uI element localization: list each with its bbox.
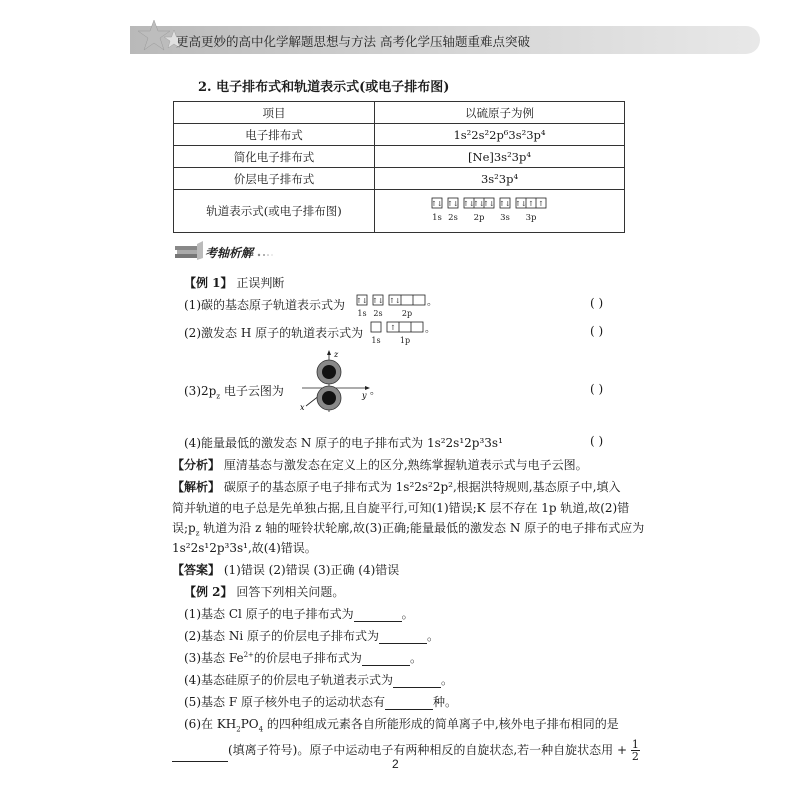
svg-text:↑↓: ↑↓ — [389, 297, 401, 305]
charge-superscript: 2+ — [243, 651, 254, 659]
answer-text: (1)错误 (2)错误 (3)正确 (4)错误 — [223, 563, 400, 577]
table-cell: 价层电子排布式 — [174, 168, 375, 190]
analysis-label: 【分析】 — [172, 458, 221, 472]
example1-q1 — [184, 296, 345, 313]
solution-text: 误;p — [172, 521, 196, 535]
q3-subscript: z — [216, 392, 221, 401]
q-text: (填离子符号)。原子中运动电子有两种相反的自旋状态,若一种自旋状态用 + — [228, 743, 628, 757]
example2-label: 【例 2】 — [184, 585, 233, 599]
table-cell: 简化电子排布式 — [174, 146, 375, 168]
q-text: (2)基态 Ni 原子的价层电子排布式为 — [184, 629, 379, 643]
orbital-label: 1s — [431, 213, 442, 223]
example1-q2 — [184, 324, 363, 341]
q-text: 种。 — [432, 695, 457, 709]
subscript: 4 — [258, 725, 264, 734]
solution-text: 轨道为沿 z 轴的哑铃状轮廓,故(3)正确;能量最低的激发态 N 原子的电子排布式应为 — [199, 521, 645, 535]
q3-text: (3)2p — [184, 384, 217, 398]
q-text: (4)基态硅原子的价层电子轨道表示式为 — [184, 673, 393, 687]
section-title: 2. 电子排布式和轨道表示式(或电子排布图) — [198, 80, 450, 95]
analysis-text: 厘清基态与激发态在定义上的区分,熟练掌握轨道表示式与电子云图。 — [223, 458, 588, 472]
table-cell: 轨道表示式(或电子排布图) — [174, 190, 375, 233]
solution-line-1 — [172, 478, 620, 495]
table-header-cell: 以硫原子为例 — [375, 102, 625, 124]
analysis-paragraph — [172, 456, 588, 473]
q2-text: (2)激发态 H 原子的轨道表示式为 — [184, 326, 364, 340]
svg-text:↑: ↑ — [537, 200, 544, 208]
orbital-diagram-cell — [375, 190, 625, 233]
orbital-label: 1s — [371, 336, 381, 345]
answer-paragraph — [172, 561, 399, 578]
solution-subscript: z — [195, 529, 200, 538]
q-text: (1)基态 Cl 原子的电子排布式为 — [184, 607, 354, 621]
answer-blank[interactable] — [379, 631, 427, 644]
answer-blank[interactable] — [393, 675, 441, 688]
subscript: 2 — [236, 725, 241, 734]
orbital-label: 2p — [401, 309, 413, 318]
svg-text:。: 。 — [370, 386, 380, 397]
answer-paren: ( ) — [590, 434, 604, 448]
orbital-label: 2s — [373, 309, 383, 318]
solution-line-4: 1s²2s¹2p³3s¹,故(4)错误。 — [172, 541, 317, 555]
example2-q2: (2)基态 Ni 原子的价层电子排布式为 。 — [184, 629, 439, 643]
axis-label-x: x — [300, 403, 305, 412]
badge-label: 考轴析解 — [205, 246, 254, 260]
answer-blank[interactable] — [354, 609, 402, 622]
orbital-label: 3s — [499, 213, 510, 223]
svg-text:↑: ↑ — [527, 200, 534, 208]
svg-text:。: 。 — [425, 324, 435, 335]
table-header-cell: 项目 — [174, 102, 375, 124]
example2-q6-line2 — [172, 739, 640, 762]
table-cell: 电子排布式 — [174, 124, 375, 146]
answer-blank[interactable] — [385, 697, 433, 710]
example2-q1: (1)基态 Cl 原子的电子排布式为 。 — [184, 607, 414, 621]
solution-line-2: 简并轨道的电子总是先单独占据,且自旋平行,可知(1)错误;K 层不存在 1p 轨道,故(2)错 — [172, 501, 630, 515]
table-cell: 1s²2s²2p⁶3s²3p⁴ — [375, 124, 625, 146]
orbital-label: 1s — [357, 309, 367, 318]
axis-label-z: z — [334, 350, 339, 359]
table-row — [174, 146, 625, 168]
example2-q4: (4)基态硅原子的价层电子轨道表示式为 。 — [184, 673, 454, 687]
svg-text:↑↓: ↑↓ — [472, 200, 485, 208]
example1-label: 【例 1】 — [184, 276, 233, 290]
fraction-one-half — [631, 739, 640, 762]
answer-paren: ( ) — [590, 382, 604, 396]
answer-blank[interactable] — [362, 653, 410, 666]
q-text: 的价层电子排布式为 — [253, 651, 362, 665]
q-text: (6)在 KH — [184, 717, 237, 731]
example2-heading — [184, 583, 344, 600]
answer-paren: ( ) — [590, 296, 604, 310]
orbital-label: 2s — [447, 213, 458, 223]
orbital-label: 1p — [399, 336, 411, 345]
answer-paren: ( ) — [590, 324, 604, 338]
solution-line-3 — [172, 519, 644, 537]
example1-title: 正误判断 — [236, 276, 285, 290]
solution-label: 【解析】 — [172, 480, 221, 494]
table-row — [174, 168, 625, 190]
q-text: (5)基态 F 原子核外电子的运动状态有 — [184, 695, 385, 709]
example2-q5 — [184, 693, 457, 710]
svg-text:↑↓: ↑↓ — [372, 297, 384, 305]
q-text: 的四种组成元素各自所能形成的简单离子中,核外电子排布相同的是 — [263, 717, 619, 731]
electron-config-table — [173, 101, 625, 233]
example2-title: 回答下列相关问题。 — [236, 585, 345, 599]
fraction-denominator: 2 — [631, 750, 639, 763]
q1-text: (1)碳的基态原子轨道表示式为 — [184, 298, 345, 312]
answer-label: 【答案】 — [172, 563, 221, 577]
q-text: PO — [240, 717, 259, 731]
svg-text:↑↓: ↑↓ — [430, 200, 443, 208]
example1-q3 — [184, 382, 284, 400]
example1-q4: (4)能量最低的激发态 N 原子的电子排布式为 1s²2s¹2p³3s¹ — [184, 436, 503, 450]
table-header-row — [174, 102, 625, 124]
orbital-label: 2p — [473, 213, 484, 223]
svg-text:↑↓: ↑↓ — [498, 200, 511, 208]
fraction-numerator: 1 — [631, 738, 639, 751]
answer-blank[interactable] — [172, 749, 228, 762]
svg-text:↑: ↑ — [390, 324, 396, 332]
example1-heading — [184, 274, 284, 291]
example2-q3: (3)基态 $Fe^{2+}$的价层电子排布式为 。 — [184, 651, 422, 665]
q3-text-end: 电子云图为 — [220, 384, 284, 398]
svg-text:↑↓: ↑↓ — [446, 200, 459, 208]
orbital-label: 3p — [525, 213, 536, 223]
table-row — [174, 124, 625, 146]
solution-text: 碳原子的基态原子电子排布式为 1s²2s²2p²,根据洪特规则,基态原子中,填入 — [223, 480, 621, 494]
example2-q6 — [184, 715, 619, 733]
table-cell: [Ne]3s²3p⁴ — [375, 146, 625, 168]
section-badge-kaozhou-xijie — [173, 238, 283, 264]
svg-text:↑↓: ↑↓ — [482, 200, 495, 208]
svg-text:↑↓: ↑↓ — [514, 200, 527, 208]
svg-text:↑↓: ↑↓ — [356, 297, 368, 305]
carbon-orbital-diagram — [356, 293, 446, 323]
q-text: (3)基态 Fe — [184, 651, 244, 665]
axis-label-y: y — [362, 391, 367, 400]
pz-electron-cloud-figure — [296, 348, 380, 416]
sulfur-orbital-diagram — [430, 195, 570, 227]
header-title: 更高更妙的高中化学解题思想与方法 高考化学压轴题重难点突破 — [176, 34, 530, 49]
page-number: 2 — [392, 757, 399, 771]
svg-text:↑↓: ↑↓ — [462, 200, 475, 208]
table-row — [174, 190, 625, 233]
svg-text:。: 。 — [427, 297, 437, 308]
hydrogen-orbital-diagram — [370, 320, 450, 350]
table-cell: 3s²3p⁴ — [375, 168, 625, 190]
